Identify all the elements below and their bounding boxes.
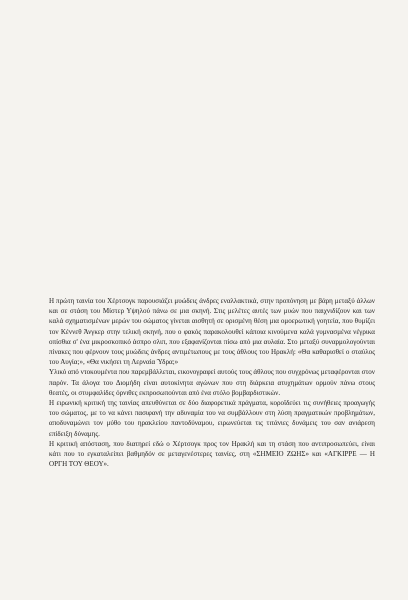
paragraph-4: Η κριτική απόσταση, που διατηρεί εδώ ο Χέρτσογκ προς τον Ηρακλή και τη στάση που αντιπροσωπεύει, είναι κάτι που το εγκαταλείπει βαθμηδόν σε μεταγενέστερες ταινίες, στη «ΣΗΜΕΙΟ ΖΩΗΣ» και «ΑΓΚΙΡΡΕ — Η ΟΡΓΗ ΤΟΥ ΘΕΟΥ». (49, 439, 375, 469)
body-text (49, 296, 375, 469)
paragraph-1: Η πρώτη ταινία του Χέρτσογκ παρουσιάζει μυώδεις άνδρες εναλλακτικά, στην προπόνηση με βάρη μεταξύ άλλων και σε στάση του Μίστερ Υψηλού πάνω σε μια σκηνή. Στις μελέτες αυτές των μυών που παιχνιδίζουν και των καλά σχηματισμένων μερών του σώματος γίνεται αισθητή σε ορισμένη θέση μια ομοερωτική γοητεία, που θυμίζει τον Κέννεθ Άνγκερ στην τελική σκηνή, που ο φακός παρακολουθεί κάποια κινούμενα καλά γυμνασμένα νέγρικα οπίσθια σ' ένα μικροσκοπικό άσπρο σλιπ, που εξαφανίζονται πίσω από μια αυλαία. Στο μεταξύ συναρμολογούνται πίνακες που φέρνουν τους μυώδεις άνδρες αντιμέτωπους με τους άθλους του Ηρακλή: «Θα καθαρισθεί ο σταύλος του Αυγία;», «Θα νικήσει τη Λερναία Ύδρα;» (49, 297, 375, 367)
paragraph-2: Υλικό από ντοκουμέντα που παρεμβάλλεται, εικονογραφεί αυτούς τους άθλους που συγχρόνως μεταφέρονται στον παρόν. Τα άλογα του Διομήδη είναι αυτοκίνητα αγώνων που στη διάρκεια ατυχημάτων ορμούν πάνω στους θεατές, οι στυμφαλίδες όρνιθες εκπροσωπούνται από ένα στόλο βομβαρδιστικών. (49, 368, 375, 397)
paragraph-3: Η ειρωνική κριτική της ταινίας απευθύνεται σε δύο διαφορετικά πράγματα, κοροϊδεύει τις συνήθειες προαγωγής του σώματος, με το να κάνει πασιφανή την αδυναμία του να συμβάλλουν στη λύση πραγματικών προβλημάτων, αποδυναμώνει τον μύθο του ηρακλείου παντοδύναμου, ειρωνεύεται τις τιτάνιες δυνάμεις του σαν ανιάρεση επίδειξη δύναμης. (49, 399, 375, 438)
